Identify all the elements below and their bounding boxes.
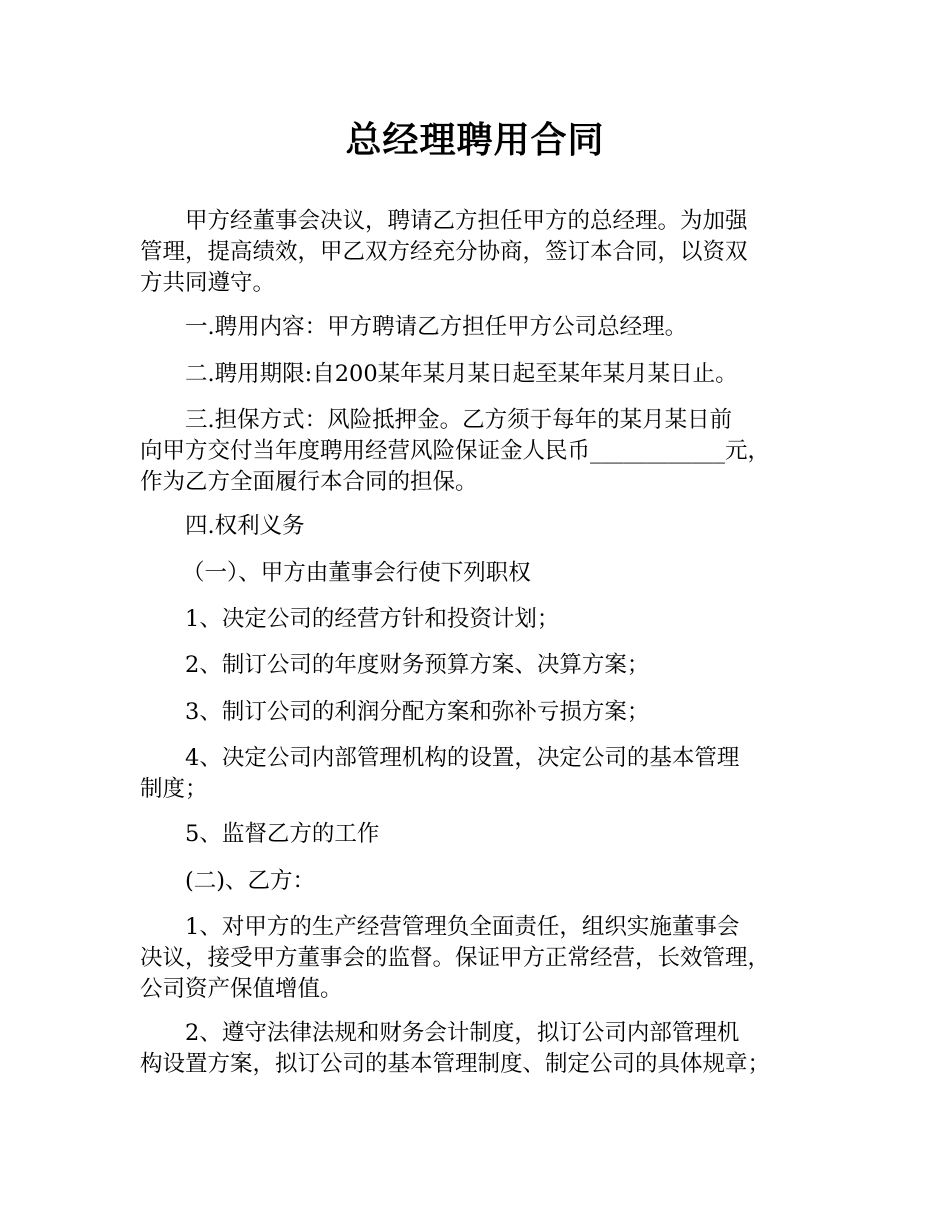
text-line: 二.聘用期限:自200某年某月某日起至某年某月某日止。: [185, 361, 738, 387]
text-line: 5、监督乙方的工作: [185, 821, 380, 847]
party-a-item-1: [140, 604, 830, 635]
party-a-heading: [140, 558, 830, 589]
text-line: （一）、甲方由董事会行使下列职权: [182, 560, 531, 586]
text-line: 三.担保方式：风险抵押金。乙方须于每年的某月某日前: [185, 407, 733, 433]
text-line: 1、决定公司的经营方针和投资计划；: [185, 606, 560, 632]
text-line: 构设置方案，拟订公司的基本管理制度、制定公司的具体规章；: [140, 1051, 771, 1077]
text-line: 向甲方交付当年度聘用经营风险保证金人民币____________元，: [140, 438, 771, 464]
text-line: 决议，接受甲方董事会的监督。保证甲方正常经营，长效管理，: [140, 945, 771, 971]
text-line: 4、决定公司内部管理机构的设置，决定公司的基本管理: [185, 745, 740, 771]
text-line: 管理，提高绩效，甲乙双方经充分协商，签订本合同，以资双: [140, 239, 748, 265]
text-line: 2、遵守法律法规和财务会计制度，拟订公司内部管理机: [185, 1020, 740, 1046]
party-a-item-2: [140, 650, 830, 681]
document-title: 总经理聘用合同: [345, 120, 605, 161]
party-a-item-3: [140, 697, 830, 728]
clause-rights-duties: [140, 511, 830, 542]
text-line: 3、制订公司的利润分配方案和弥补亏损方案；: [185, 699, 650, 725]
text-line: 作为乙方全面履行本合同的担保。: [140, 469, 478, 495]
party-a-item-4: [140, 743, 830, 805]
party-b-heading: [140, 866, 830, 897]
party-b-item-1: [140, 912, 830, 1005]
clause-employment-content: [140, 312, 830, 343]
text-line: 方共同遵守。: [140, 270, 276, 296]
intro-paragraph: [140, 206, 830, 299]
text-line: (二)、乙方：: [185, 868, 316, 894]
clause-employment-term: [140, 359, 830, 390]
text-line: 制度；: [140, 776, 208, 802]
clause-guarantee: [140, 405, 830, 498]
text-line: 一.聘用内容：甲方聘请乙方担任甲方公司总经理。: [185, 314, 688, 340]
party-a-item-5: [140, 819, 830, 850]
text-line: 1、对甲方的生产经营管理负全面责任，组织实施董事会: [185, 914, 740, 940]
party-b-item-2: [140, 1018, 830, 1080]
text-line: 四.权利义务: [185, 513, 305, 539]
text-line: 公司资产保值增值。: [140, 976, 343, 1002]
text-line: 2、制订公司的年度财务预算方案、决算方案；: [185, 652, 650, 678]
text-line: 甲方经董事会决议，聘请乙方担任甲方的总经理。为加强: [185, 208, 748, 234]
